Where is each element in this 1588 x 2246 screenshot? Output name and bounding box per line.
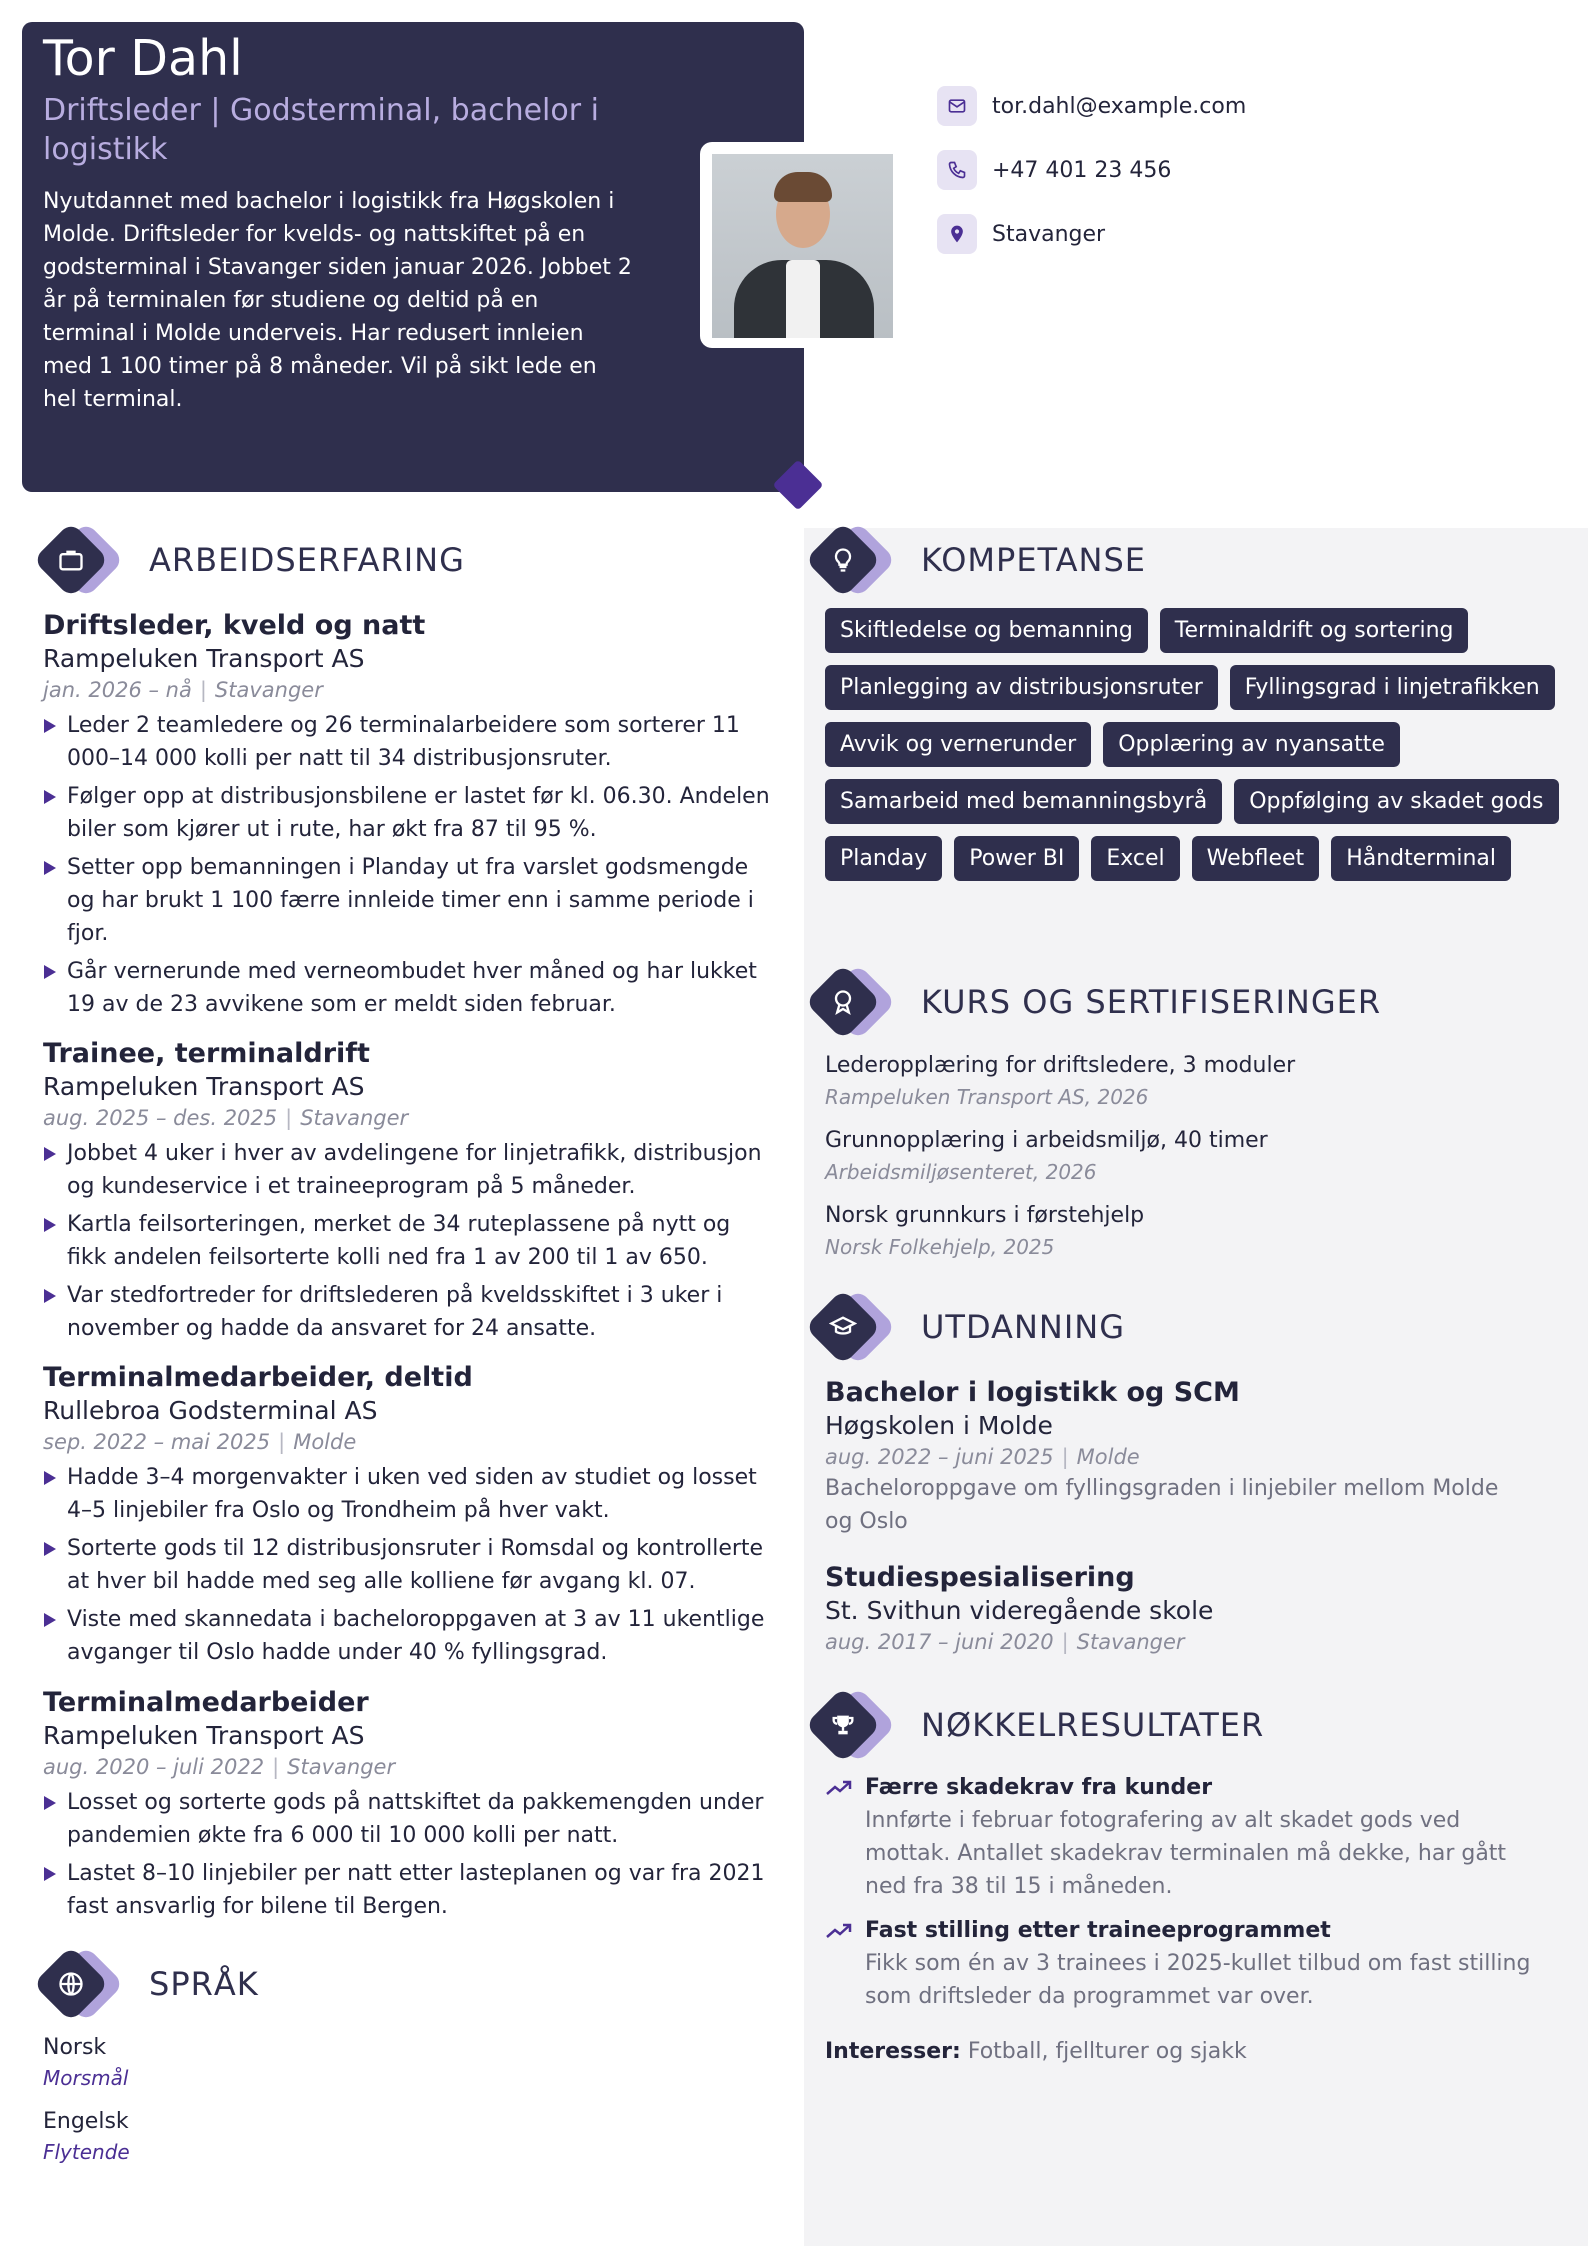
skill-chip: Planlegging av distribusjonsruter (825, 665, 1218, 710)
candidate-name: Tor Dahl (43, 30, 243, 87)
job-title: Driftsleder, kveld og natt (43, 610, 426, 641)
job-title: Terminalmedarbeider, deltid (43, 1362, 473, 1393)
section-title: KURS OG SERTIFISERINGER (921, 983, 1382, 1021)
contact-email[interactable] (937, 86, 1246, 126)
job-employer: Rampeluken Transport AS (43, 1072, 365, 1101)
education-meta: aug. 2022 – juni 2025 | Molde (825, 1445, 1140, 1469)
job-employer: Rampeluken Transport AS (43, 644, 365, 673)
skill-chip: Avvik og vernerunder (825, 722, 1091, 767)
result-item (825, 1772, 1545, 1903)
lightbulb-icon (829, 546, 857, 574)
trend-up-icon (825, 1921, 853, 1941)
result-item (825, 1915, 1545, 2013)
job-entry (43, 1685, 773, 1928)
language-level: Flytende (43, 2140, 130, 2164)
cert-issuer: Norsk Folkehjelp, 2025 (825, 1235, 1055, 1259)
skill-chip: Opplæring av nyansatte (1103, 722, 1400, 767)
cert-issuer: Arbeidsmiljøsenteret, 2026 (825, 1160, 1097, 1184)
skill-chip: Oppfølging av skadet gods (1234, 779, 1558, 824)
result-description: Fikk som én av 3 trainees i 2025-kullet tilbud om fast stilling som driftsleder da programmet var over. (865, 1951, 1531, 2009)
job-bullet: Hadde 3–4 morgenvakter i uken ved siden av studiet og losset 4–5 linjebiler fra Oslo og Trondheim på hver vakt. (43, 1461, 773, 1527)
skill-chip: Håndterminal (1331, 836, 1511, 881)
skill-chip: Samarbeid med bemanningsbyrå (825, 779, 1222, 824)
section-title: KOMPETANSE (921, 541, 1146, 579)
trophy-icon (829, 1711, 857, 1739)
award-icon (829, 988, 857, 1016)
profile-photo (700, 142, 903, 348)
job-meta: jan. 2026 – nå | Stavanger (43, 678, 323, 702)
language-level: Morsmål (43, 2066, 129, 2090)
mail-icon (937, 86, 977, 126)
skill-chip: Planday (825, 836, 942, 881)
job-entry (43, 1360, 773, 1674)
skills-list (825, 608, 1565, 881)
language-name: Norsk (43, 2035, 107, 2060)
job-title: Trainee, terminaldrift (43, 1038, 370, 1069)
skill-chip: Webfleet (1192, 836, 1320, 881)
profile-summary: Nyutdannet med bachelor i logistikk fra Høgskolen i Molde. Driftsleder for kvelds- og nattskiftet på en godsterminal i Stavanger siden januar 2026. Jobbet 2 år på terminalen før studiene og deltid på en terminal i Molde underveis. Har redusert innleien med 1 100 timer på 8 måneder. Vil på sikt lede en hel terminal. (43, 188, 632, 412)
section-skills-heading (807, 520, 1146, 600)
contact-phone[interactable] (937, 150, 1171, 190)
interests-value: Fotball, fjellturer og sjakk (967, 2039, 1247, 2064)
job-bullet: Lastet 8–10 linjebiler per natt etter lasteplanen og var fra 2021 fast ansvarlig for bilene til Bergen. (43, 1857, 773, 1923)
job-entry (43, 608, 773, 1026)
job-bullet: Losset og sorterte gods på nattskiftet da pakkemengden under pandemien økte fra 6 000 til 10 000 kolli per natt. (43, 1786, 773, 1852)
result-title: Fast stilling etter traineeprogrammet (865, 1918, 1331, 1943)
job-employer: Rullebroa Godsterminal AS (43, 1396, 378, 1425)
job-bullet: Går vernerunde med verneombudet hver måned og har lukket 19 av de 23 avvikene som er meldt siden februar. (43, 955, 773, 1021)
cert-item (825, 1050, 1295, 1112)
section-title: NØKKELRESULTATER (921, 1706, 1265, 1744)
email-text: tor.dahl@example.com (992, 93, 1247, 119)
education-meta: aug. 2017 – juni 2020 | Stavanger (825, 1630, 1185, 1654)
section-title: SPRÅK (149, 1965, 259, 2003)
job-bullet: Var stedfortreder for driftslederen på kveldsskiftet i 3 uker i november og hadde da ansvaret for 24 ansatte. (43, 1279, 773, 1345)
job-bullet: Viste med skannedata i bacheloroppgaven at 3 av 11 ukentlige avganger til Oslo hadde under 40 % fyllingsgrad. (43, 1603, 773, 1669)
job-bullet: Kartla feilsorteringen, merket de 34 ruteplassene på nytt og fikk andelen feilsorterte kolli ned fra 1 av 200 til 1 av 650. (43, 1208, 773, 1274)
section-education-heading (807, 1287, 1125, 1367)
phone-text: +47 401 23 456 (992, 157, 1172, 183)
degree-title: Bachelor i logistikk og SCM (825, 1377, 1240, 1408)
section-results-heading (807, 1685, 1264, 1765)
globe-icon (57, 1970, 85, 1998)
education-description: Bacheloroppgave om fyllingsgraden i linjebiler mellom Molde og Oslo (825, 1476, 1499, 1534)
language-item (43, 2032, 128, 2092)
skill-chip: Power BI (954, 836, 1079, 881)
header-panel (22, 22, 804, 492)
skill-chip: Terminaldrift og sortering (1160, 608, 1469, 653)
cert-name: Norsk grunnkurs i førstehjelp (825, 1203, 1145, 1228)
candidate-subtitle: Driftsleder | Godsterminal, bachelor i logistikk (43, 92, 599, 167)
language-name: Engelsk (43, 2109, 129, 2134)
graduation-cap-icon (829, 1313, 857, 1341)
skill-chip: Fyllingsgrad i linjetrafikken (1230, 665, 1555, 710)
location-text: Stavanger (992, 221, 1106, 247)
cert-name: Grunnopplæring i arbeidsmiljø, 40 timer (825, 1128, 1268, 1153)
skill-chip: Skiftledelse og bemanning (825, 608, 1148, 653)
education-item (825, 1375, 1525, 1538)
cert-issuer: Rampeluken Transport AS, 2026 (825, 1085, 1149, 1109)
result-description: Innførte i februar fotografering av alt skadet gods ved mottak. Antallet skadekrav terminalen må dekke, har gått ned fra 38 til 15 i måneden. (865, 1808, 1507, 1899)
skill-chip: Excel (1091, 836, 1179, 881)
job-bullet: Jobbet 4 uker i hver av avdelingene for linjetrafikk, distribusjon og kundeservice i et traineeprogram på 5 måneder. (43, 1137, 773, 1203)
job-bullet: Leder 2 teamledere og 26 terminalarbeidere som sorterer 11 000–14 000 kolli per natt til 34 distribusjonsruter. (43, 709, 773, 775)
section-experience-heading (35, 520, 465, 600)
job-employer: Rampeluken Transport AS (43, 1721, 365, 1750)
job-meta: aug. 2020 – juli 2022 | Stavanger (43, 1755, 396, 1779)
school-name: Høgskolen i Molde (825, 1411, 1053, 1440)
cert-item (825, 1200, 1144, 1262)
interests-line (825, 2036, 1247, 2068)
job-bullet: Setter opp bemanningen i Planday ut fra varslet godsmengde og har brukt 1 100 færre innleide timer enn i samme periode i fjor. (43, 851, 773, 950)
job-title: Terminalmedarbeider (43, 1687, 369, 1718)
school-name: St. Svithun videregående skole (825, 1596, 1214, 1625)
degree-title: Studiespesialisering (825, 1562, 1135, 1593)
job-bullet: Sorterte gods til 12 distribusjonsruter i Romsdal og kontrollerte at hver bil hadde med seg alle kolliene før avgang kl. 07. (43, 1532, 773, 1598)
phone-icon (937, 150, 977, 190)
job-meta: aug. 2025 – des. 2025 | Stavanger (43, 1106, 409, 1130)
section-certs-heading (807, 962, 1381, 1042)
language-item (43, 2106, 130, 2166)
briefcase-icon (57, 546, 85, 574)
cert-item (825, 1125, 1268, 1187)
job-meta: sep. 2022 – mai 2025 | Molde (43, 1430, 357, 1454)
contact-location (937, 214, 1105, 254)
trend-up-icon (825, 1778, 853, 1798)
result-title: Færre skadekrav fra kunder (865, 1775, 1213, 1800)
education-item (825, 1560, 1525, 1657)
job-bullet: Følger opp at distribusjonsbilene er lastet før kl. 06.30. Andelen biler som kjører ut i rute, har økt fra 87 til 95 %. (43, 780, 773, 846)
location-pin-icon (937, 214, 977, 254)
job-entry (43, 1036, 773, 1350)
cert-name: Lederopplæring for driftsledere, 3 moduler (825, 1053, 1296, 1078)
section-title: UTDANNING (921, 1308, 1125, 1346)
interests-label: Interesser: (825, 2039, 961, 2064)
section-title: ARBEIDSERFARING (149, 541, 465, 579)
section-languages-heading (35, 1944, 259, 2024)
